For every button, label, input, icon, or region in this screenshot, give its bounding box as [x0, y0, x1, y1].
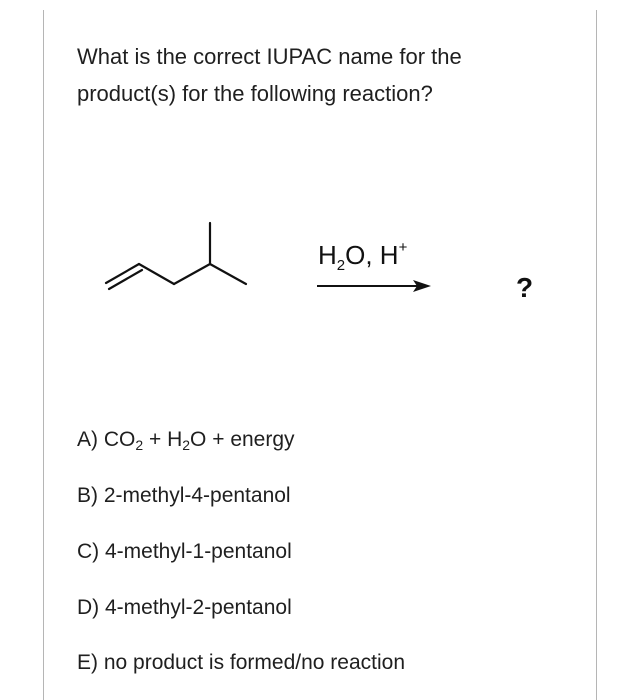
- reaction-conditions: [318, 239, 408, 274]
- bond-3: [174, 264, 210, 284]
- option-e[interactable]: E) no product is formed/no reaction: [77, 651, 406, 674]
- left-border: [43, 10, 44, 700]
- option-c[interactable]: C) 4-methyl-1-pentanol: [77, 540, 292, 563]
- option-d[interactable]: D) 4-methyl-2-pentanol: [77, 596, 292, 619]
- question-line-2: product(s) for the following reaction?: [77, 81, 433, 106]
- option-a-post: O + energy: [190, 428, 295, 451]
- bond-2: [139, 264, 174, 284]
- bond-5: [210, 264, 246, 284]
- reagent-subscript: 2: [336, 257, 346, 274]
- question-line-1: What is the correct IUPAC name for the: [77, 44, 462, 69]
- reagent-superscript: +: [398, 239, 408, 256]
- option-b[interactable]: B) 2-methyl-4-pentanol: [77, 484, 291, 507]
- option-a-pre: A) CO: [77, 428, 136, 451]
- option-a[interactable]: [77, 428, 295, 452]
- reagent-h: H: [318, 240, 337, 270]
- unknown-product-mark: ?: [516, 272, 534, 303]
- reaction-arrow: [317, 280, 431, 292]
- reagent-o-h: O, H: [345, 240, 399, 270]
- right-border: [596, 10, 597, 700]
- question-text: [77, 38, 557, 112]
- option-a-sub-2: 2: [182, 437, 191, 453]
- option-a-sub-1: 2: [135, 437, 144, 453]
- option-a-mid: + H: [143, 428, 183, 451]
- reactant-skeletal-structure: [106, 223, 246, 289]
